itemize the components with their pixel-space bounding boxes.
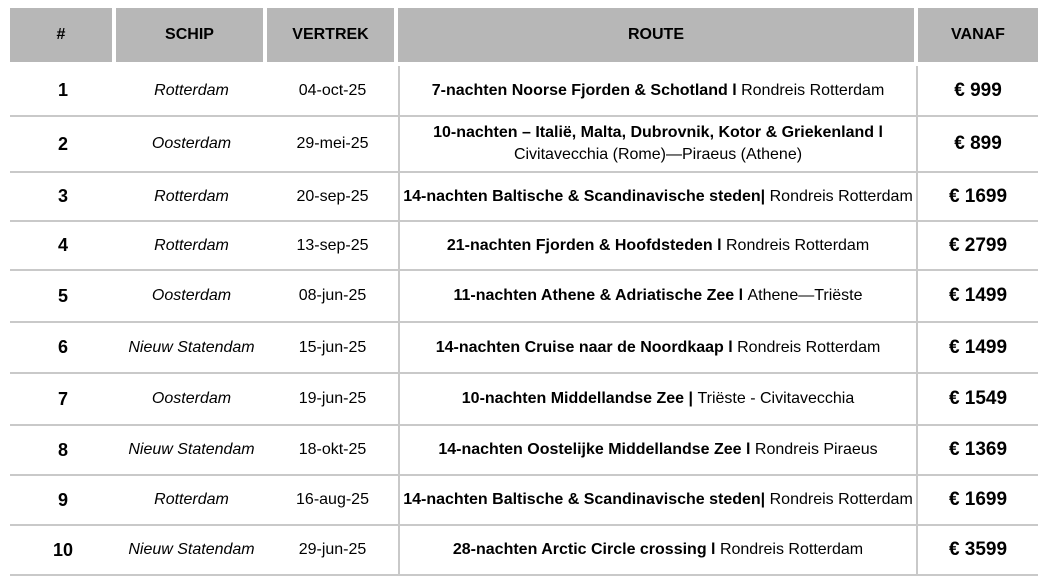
- route-title: 21-nachten Fjorden & Hoofdsteden l: [446, 236, 726, 254]
- table-row: [10, 222, 1038, 271]
- route-cell: [398, 66, 918, 117]
- ship-name: Oosterdam: [116, 117, 267, 173]
- table-row: [10, 476, 1038, 526]
- route-ports: Rondreis Rotterdam: [769, 491, 913, 508]
- row-number: 8: [10, 426, 116, 476]
- row-number: 10: [10, 526, 116, 576]
- route-title: 10-nachten – Italië, Malta, Dubrovnik, Kotor & Griekenland l: [433, 124, 883, 141]
- price-from: € 2799: [918, 222, 1038, 271]
- row-number: 9: [10, 476, 116, 526]
- cruise-table: [10, 8, 1038, 576]
- departure-date: 13-sep-25: [267, 222, 398, 271]
- header-row: [10, 8, 1038, 66]
- departure-date: 20-sep-25: [267, 173, 398, 222]
- price-from: € 1369: [918, 426, 1038, 476]
- price-from: € 1499: [918, 323, 1038, 374]
- route-ports: Rondreis Rotterdam: [719, 541, 864, 558]
- route-title: 10-nachten Middellandse Zee |: [461, 390, 698, 407]
- departure-date: 15-jun-25: [267, 323, 398, 374]
- departure-date: 08-jun-25: [267, 271, 398, 323]
- price-from: € 1699: [918, 476, 1038, 526]
- route-cell: [398, 426, 918, 476]
- ship-name: Oosterdam: [116, 271, 267, 323]
- route-ports: Triëste - Civitavecchia: [697, 390, 855, 407]
- row-number: 1: [10, 66, 116, 117]
- departure-date: 16-aug-25: [267, 476, 398, 526]
- route-title: 14-nachten Baltische & Scandinavische steden|: [403, 491, 770, 508]
- route-title: 14-nachten Baltische & Scandinavische steden|: [403, 187, 770, 205]
- ship-name: Nieuw Statendam: [116, 426, 267, 476]
- header-ship: SCHIP: [116, 8, 267, 66]
- row-number: 3: [10, 173, 116, 222]
- route-ports: Rondreis Rotterdam: [741, 81, 885, 99]
- route-ports: Rondreis Piraeus: [754, 441, 878, 458]
- table-row: [10, 426, 1038, 476]
- header-route: ROUTE: [398, 8, 918, 66]
- row-number: 5: [10, 271, 116, 323]
- row-number: 7: [10, 374, 116, 426]
- route-ports: Athene—Triëste: [747, 287, 863, 304]
- table-row: [10, 374, 1038, 426]
- ship-name: Rotterdam: [116, 66, 267, 117]
- table-row: [10, 173, 1038, 222]
- ship-name: Nieuw Statendam: [116, 526, 267, 576]
- table-row: [10, 66, 1038, 117]
- departure-date: 29-mei-25: [267, 117, 398, 173]
- departure-date: 18-okt-25: [267, 426, 398, 476]
- price-from: € 1499: [918, 271, 1038, 323]
- route-ports: Rondreis Rotterdam: [725, 236, 870, 254]
- row-number: 2: [10, 117, 116, 173]
- price-from: € 999: [918, 66, 1038, 117]
- route-cell: [398, 117, 918, 173]
- route-title: 28-nachten Arctic Circle crossing l: [452, 541, 720, 558]
- route-ports: Rondreis Rotterdam: [737, 338, 881, 356]
- route-ports: Rondreis Rotterdam: [769, 187, 913, 205]
- route-cell: [398, 476, 918, 526]
- header-num: #: [10, 8, 116, 66]
- ship-name: Rotterdam: [116, 173, 267, 222]
- row-number: 4: [10, 222, 116, 271]
- route-title: 14-nachten Cruise naar de Noordkaap l: [435, 338, 738, 356]
- ship-name: Nieuw Statendam: [116, 323, 267, 374]
- route-title: 7-nachten Noorse Fjorden & Schotland l: [431, 81, 742, 99]
- route-cell: [398, 271, 918, 323]
- header-departure: VERTREK: [267, 8, 398, 66]
- price-from: € 3599: [918, 526, 1038, 576]
- departure-date: 19-jun-25: [267, 374, 398, 426]
- price-from: € 1699: [918, 173, 1038, 222]
- route-cell: [398, 323, 918, 374]
- table-row: [10, 271, 1038, 323]
- route-cell: [398, 374, 918, 426]
- table-body: [10, 66, 1038, 576]
- route-title: 11-nachten Athene & Adriatische Zee l: [453, 287, 748, 304]
- header-price: VANAF: [918, 8, 1038, 66]
- table-row: [10, 323, 1038, 374]
- table-header: [10, 8, 1038, 66]
- route-ports: Civitavecchia (Rome)—Piraeus (Athene): [513, 146, 803, 163]
- ship-name: Rotterdam: [116, 222, 267, 271]
- route-cell: [398, 526, 918, 576]
- departure-date: 29-jun-25: [267, 526, 398, 576]
- price-from: € 1549: [918, 374, 1038, 426]
- route-title: 14-nachten Oostelijke Middellandse Zee l: [438, 441, 755, 458]
- departure-date: 04-oct-25: [267, 66, 398, 117]
- ship-name: Oosterdam: [116, 374, 267, 426]
- table-row: [10, 117, 1038, 173]
- ship-name: Rotterdam: [116, 476, 267, 526]
- price-from: € 899: [918, 117, 1038, 173]
- row-number: 6: [10, 323, 116, 374]
- table-row: [10, 526, 1038, 576]
- route-cell: [398, 222, 918, 271]
- route-cell: [398, 173, 918, 222]
